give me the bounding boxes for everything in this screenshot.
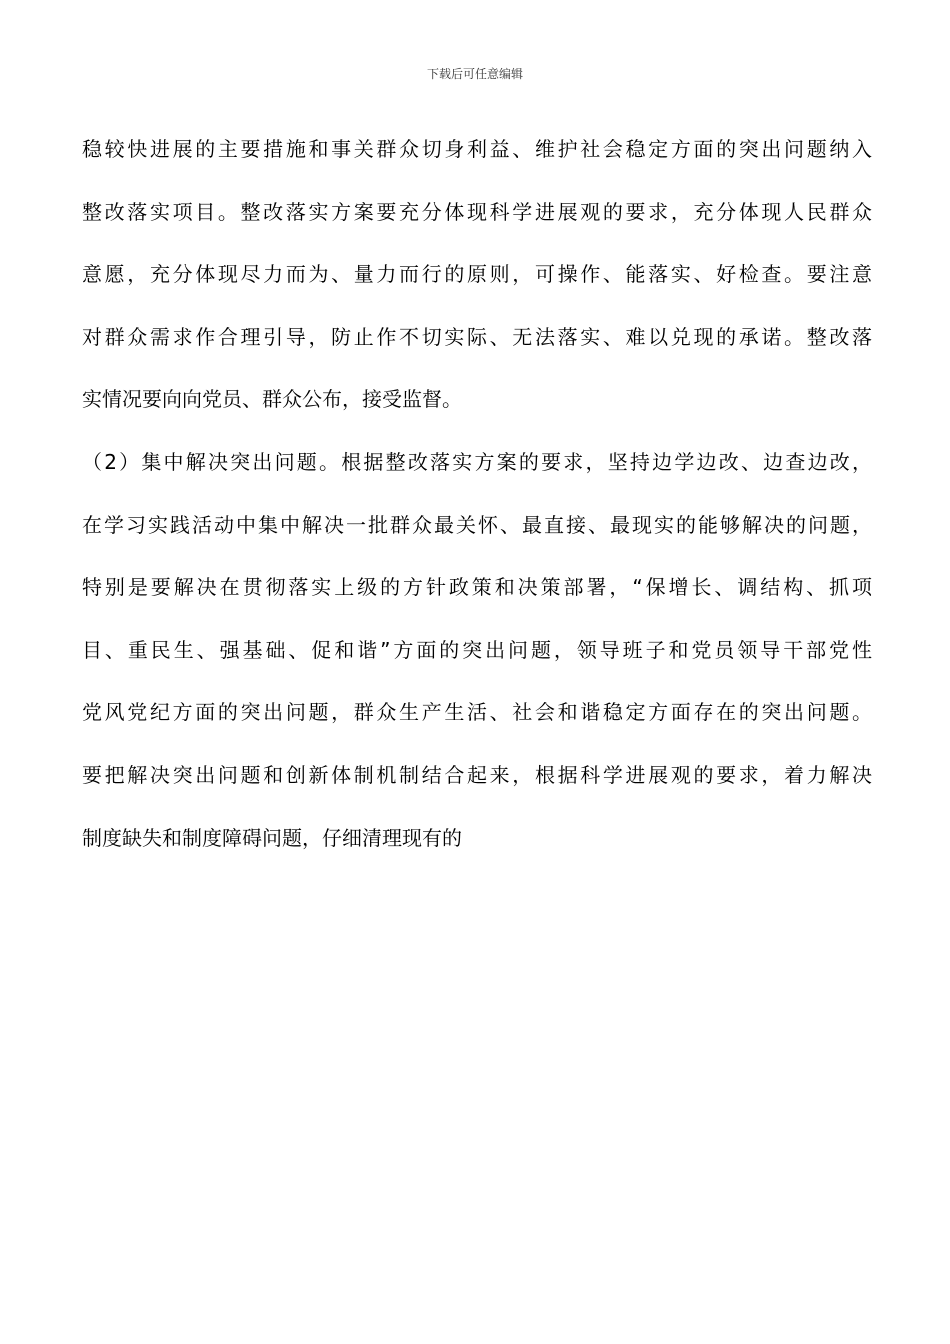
document-body <box>82 118 872 869</box>
text-line: 对群众需求作合理引导，防止作不切实际、无法落实、难以兑现的承诺。整改落 <box>82 324 872 349</box>
text-line: 意愿，充分体现尽力而为、量力而行的原则，可操作、能落实、好检查。要注意 <box>82 262 872 287</box>
text-line: 制度缺失和制度障碍问题，仔细清理现有的 <box>82 825 462 850</box>
page-header-note: 下载后可任意编辑 <box>426 67 523 81</box>
text-line: 整改落实项目。整改落实方案要充分体现科学进展观的要求，充分体现人民群众 <box>82 199 872 224</box>
text-line: 要把解决突出问题和创新体制机制结合起来，根据科学进展观的要求，着力解决 <box>82 762 872 787</box>
text-line: 稳较快进展的主要措施和事关群众切身利益、维护社会稳定方面的突出问题纳入 <box>82 137 872 161</box>
text-line: 目、重民生、强基础、促和谐”方面的突出问题，领导班子和党员领导干部党性 <box>82 637 872 662</box>
text-line: 党风党纪方面的突出问题，群众生产生活、社会和谐稳定方面存在的突出问题。 <box>82 700 872 725</box>
text-line: （2）集中解决突出问题。根据整改落实方案的要求，坚持边学边改、边查边改， <box>82 449 872 474</box>
text-line: 特别是要解决在贯彻落实上级的方针政策和决策部署，“保增长、调结构、抓项 <box>82 575 872 600</box>
text-line: 在学习实践活动中集中解决一批群众最关怀、最直接、最现实的能够解决的问题， <box>82 512 872 537</box>
text-line: 实情况要向向党员、群众公布，接受监督。 <box>82 387 462 412</box>
